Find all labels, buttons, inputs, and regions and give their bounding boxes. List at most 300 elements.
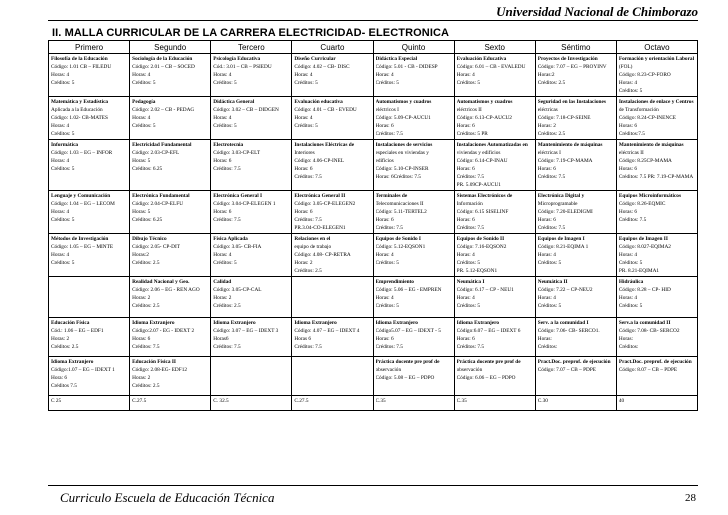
course-name: Lenguaje y Comunicación xyxy=(51,193,111,199)
course-cell xyxy=(373,97,454,140)
course-cell xyxy=(130,277,211,318)
course-name: Práctica docente pre prof de xyxy=(375,359,440,365)
course-cell xyxy=(211,357,292,396)
course-name: Idioma Extranjero xyxy=(213,320,256,326)
course-cell xyxy=(616,357,697,396)
course-detail: equipo de trabajo xyxy=(294,244,332,250)
course-detail: Horas: 6 xyxy=(456,336,475,342)
course-name: Neumática I xyxy=(456,279,485,285)
course-detail: Código: 8.26-EQMIC xyxy=(618,201,666,207)
column-header: Quinto xyxy=(373,41,454,54)
course-cell xyxy=(292,97,373,140)
course-name: Electrónica General II xyxy=(294,193,346,199)
course-name: Formación y orientación Laboral xyxy=(618,56,695,62)
course-detail: (FOL) xyxy=(618,64,633,70)
course-name: Evaluación Educativa xyxy=(456,56,507,62)
course-detail: Horas: 6 xyxy=(375,217,394,223)
course-cell xyxy=(292,396,373,411)
course-detail: Créditos: 2.5 xyxy=(537,80,566,86)
course-name: Psicología Educativa xyxy=(213,56,261,62)
course-detail: Código: 2.03-CP-EFL xyxy=(132,150,180,156)
course-cell xyxy=(535,191,616,234)
course-name: Filosofía de la Educación xyxy=(51,56,108,62)
course-detail: eléctricas xyxy=(537,107,558,113)
course-cell xyxy=(49,234,130,277)
course-detail: Horas: 4 xyxy=(213,72,232,78)
course-detail: Créditos: 6.25 xyxy=(132,166,163,172)
course-cell xyxy=(211,234,292,277)
course-detail: Horas: 4 xyxy=(213,252,232,258)
course-detail: Horas: xyxy=(537,336,552,342)
course-cell xyxy=(616,191,697,234)
course-detail: Horas: 6 xyxy=(456,123,475,129)
course-cell xyxy=(535,234,616,277)
course-detail: Horas: 4 xyxy=(618,295,637,301)
course-cell xyxy=(211,277,292,318)
course-cell xyxy=(454,54,535,97)
course-cell xyxy=(616,140,697,191)
course-detail: Horas: 4 xyxy=(294,72,313,78)
course-name: Equipos de Imagen I xyxy=(537,236,585,242)
course-cell xyxy=(373,318,454,357)
course-detail: Interiores xyxy=(294,150,315,156)
course-cell xyxy=(130,234,211,277)
course-detail: Horas: 6 xyxy=(537,166,556,172)
course-name: Neumática II xyxy=(537,279,568,285)
course-detail: Código: 3.05-CP-ELEGEN2 xyxy=(294,201,356,207)
course-detail: Código: 7.22 – CP-NEU2 xyxy=(537,287,593,293)
course-detail: Horas: 6 xyxy=(456,166,475,172)
course-detail: Créditos: 5 xyxy=(618,88,643,94)
course-cell xyxy=(373,191,454,234)
course-name: Instalaciones Eléctricas de xyxy=(294,142,355,148)
course-detail: Créditos: 5 xyxy=(51,80,75,86)
course-detail: Horas: 4 xyxy=(537,252,556,258)
course-cell xyxy=(49,97,130,140)
course-cell xyxy=(373,396,454,411)
course-detail: Código: 4.08- CP-RETRA xyxy=(294,252,351,258)
course-detail: Horas: 4 xyxy=(618,80,637,86)
course-detail: Código: 7.16-EQSON2 xyxy=(456,244,507,250)
course-detail: Horas: 6 xyxy=(456,217,475,223)
course-cell xyxy=(49,191,130,234)
course-cell xyxy=(49,54,130,97)
course-cell xyxy=(454,396,535,411)
course-detail: de Transformación xyxy=(618,107,659,113)
course-detail: Código: 1.02- CB-MATES xyxy=(51,115,108,121)
course-detail: Código: 7.20-ELEDIGMI xyxy=(537,209,593,215)
footer-text: Curriculo Escuela de Educación Técnica xyxy=(60,490,275,505)
table-row xyxy=(49,396,698,411)
course-detail: Código: 2.06 – EG - REN AGO xyxy=(132,287,200,293)
course-detail: Horas 6 xyxy=(294,336,311,342)
course-cell xyxy=(454,191,535,234)
course-name: Sistemas Electrónicos de xyxy=(456,193,513,199)
course-detail: Créditos: 5 xyxy=(456,260,481,266)
course-detail: Horas6 xyxy=(213,336,229,342)
course-detail: Créditos: 7.5 xyxy=(294,174,322,180)
course-detail: Créditos: 7.5 xyxy=(294,217,322,223)
course-name: Pract.Doc. preprof. de ejecución xyxy=(618,359,692,365)
course-detail: Créditos: 2.5 xyxy=(51,344,79,350)
university-name: Universidad Nacional de Chimborazo xyxy=(496,4,698,19)
table-row xyxy=(49,140,698,191)
course-detail: Horas: 4 xyxy=(456,252,475,258)
course-detail: Horas: 2 xyxy=(132,375,151,381)
course-name: Equipos Microinformáticos xyxy=(618,193,682,199)
course-detail: Créditos: 7.5 xyxy=(537,174,566,180)
course-cell xyxy=(211,396,292,411)
course-cell xyxy=(49,357,130,396)
course-cell xyxy=(373,234,454,277)
course-cell xyxy=(211,191,292,234)
course-detail: Créditos: 7.5 xyxy=(537,225,566,231)
course-detail: Código:2.07 - EG - IDEXT 2 xyxy=(132,328,195,334)
course-detail: Créditos: 6.25 xyxy=(132,217,163,223)
course-cell xyxy=(211,97,292,140)
table-row xyxy=(49,191,698,234)
course-detail: Créditos: 5 xyxy=(213,260,237,266)
course-name: Instalaciones de servicios xyxy=(375,142,433,148)
course-detail: Créditos: 7.5 xyxy=(213,217,241,223)
course-detail: Horas: 4 xyxy=(51,123,70,129)
course-detail: Horas: 2 xyxy=(132,295,151,301)
course-cell xyxy=(373,277,454,318)
course-detail: Código: 6.14-CP-INAU xyxy=(456,158,508,164)
course-detail: Horas: 4 xyxy=(294,115,313,121)
course-detail: Créditos: 2.5 xyxy=(213,303,241,309)
course-detail: Código: 6.15 SISELINF xyxy=(456,209,509,215)
course-detail: Horas: 6 xyxy=(375,336,394,342)
course-detail: Créditos: 5 xyxy=(456,80,481,86)
course-detail: PR. 8.21-EQIMA1 xyxy=(618,268,660,274)
course-name: Idioma Extranjero xyxy=(375,320,418,326)
course-cell xyxy=(292,140,373,191)
course-detail: Código: 5.11-TERTEL2 xyxy=(375,209,427,215)
column-header: Cuarto xyxy=(292,41,373,54)
course-detail: Créditos: 7.5 xyxy=(213,166,241,172)
course-detail: Créditos: 5 xyxy=(51,166,75,172)
course-detail: Créditos: 7.5 xyxy=(456,174,484,180)
course-detail: Código: 3.03-CP-ELT xyxy=(213,150,261,156)
course-detail: Créditos: 2.5 xyxy=(132,260,160,266)
course-detail: Código: 1.03 – EG – INFOR xyxy=(51,150,113,156)
course-name: Física Aplicada xyxy=(213,236,248,242)
course-detail: Créditos: 7.5 xyxy=(618,217,647,223)
course-detail: Código: 5.01 - CB - DIDESP xyxy=(375,64,438,70)
course-name: C.35 xyxy=(456,398,467,404)
course-cell xyxy=(454,357,535,396)
course-detail: Código: 8.24-CP-INENCE xyxy=(618,115,676,121)
course-detail: Horas: 2 xyxy=(537,123,556,129)
course-detail: Créditos: 7.5 xyxy=(456,344,484,350)
course-name: Emprendimiento xyxy=(375,279,414,285)
course-cell xyxy=(454,277,535,318)
course-name: Relaciones en el xyxy=(294,236,331,242)
course-detail: Horas: 4 xyxy=(456,295,475,301)
course-name: Práctica docente pre prof de xyxy=(456,359,521,365)
course-name: Realidad Nacional y Geo. xyxy=(132,279,190,285)
curriculum-table xyxy=(48,40,698,411)
course-detail: Código: 4.06-CP-INEL xyxy=(294,158,345,164)
course-detail: Código: 6.01 – CB - EVALEDU xyxy=(456,64,526,70)
table-row xyxy=(49,318,698,357)
course-name: Idioma Extranjero xyxy=(456,320,500,326)
header-rule xyxy=(48,20,698,21)
course-cell xyxy=(292,357,373,396)
course-detail: Créditos: 5 xyxy=(294,80,318,86)
course-name: C.30 xyxy=(537,398,548,404)
course-detail: eléctricas II xyxy=(618,150,644,156)
course-detail: Horas: 2 xyxy=(294,260,313,266)
course-detail: Código: 5.08 – EG – PDPO xyxy=(375,375,435,381)
course-detail: Horas: 4 xyxy=(51,158,70,164)
course-detail: Código: 7.19-CP-MAMA xyxy=(537,158,593,164)
course-detail: observación xyxy=(375,367,402,373)
course-detail: Créditos: 2.5 xyxy=(132,383,160,389)
course-detail: Código: 7.08- CB- SERCO2 xyxy=(618,328,680,334)
course-detail: Créditos: 5 xyxy=(456,303,481,309)
course-detail: Créditos: 5 xyxy=(375,303,399,309)
course-cell xyxy=(454,234,535,277)
course-detail: Créditos: 5 xyxy=(375,260,399,266)
column-header: Sexto xyxy=(454,41,535,54)
course-name: Didáctica Especial xyxy=(375,56,418,62)
course-cell xyxy=(535,318,616,357)
course-detail: Horas: 4 xyxy=(618,252,637,258)
course-cell xyxy=(535,357,616,396)
course-cell xyxy=(130,396,211,411)
course-name: Calidad xyxy=(213,279,232,285)
course-detail: Créditos: 5 xyxy=(213,80,237,86)
column-header: Octavo xyxy=(616,41,697,54)
course-detail: Código: 3.05-CP-CAL xyxy=(213,287,262,293)
course-detail: Microprogramable xyxy=(537,201,578,207)
course-name: Educación Física xyxy=(51,320,90,326)
column-header: Séntimo xyxy=(535,41,616,54)
course-detail: Créditos: xyxy=(537,344,558,350)
course-name: Electrotecnia xyxy=(213,142,244,148)
table-row xyxy=(49,54,698,97)
course-detail: Horas: 6 xyxy=(294,166,313,172)
course-name: Diseño Curricular xyxy=(294,56,336,62)
course-detail: Código: 2.04-CP-ELFU xyxy=(132,201,184,207)
course-detail: Créditos: 5 PR xyxy=(456,131,488,137)
course-cell xyxy=(535,277,616,318)
course-cell xyxy=(373,54,454,97)
course-name: Idioma Extranjero xyxy=(132,320,175,326)
course-detail: Código: 8.25CP-MAMA xyxy=(618,158,672,164)
course-name: Matemática y Estadística xyxy=(51,99,109,105)
course-detail: eléctricos II xyxy=(456,107,482,113)
course-name: Terminales de xyxy=(375,193,408,199)
course-cell xyxy=(616,97,697,140)
course-detail: Horas: 6 xyxy=(618,166,637,172)
course-name: Instalaciones de enlace y Centros xyxy=(618,99,694,105)
course-detail: Horas: 6 xyxy=(294,209,313,215)
course-detail: Horas: 4 xyxy=(375,72,394,78)
course-cell xyxy=(616,54,697,97)
column-header: Tercero xyxy=(211,41,292,54)
course-detail: Créditos: 2.5 xyxy=(537,131,566,137)
course-detail: Créditos: 5 xyxy=(132,80,156,86)
course-cell xyxy=(211,54,292,97)
course-detail: Créditos 7.5 xyxy=(51,383,77,389)
course-detail: Código: 4.01 – CB - EVEDU xyxy=(294,107,357,113)
course-name: Dibujo Técnico xyxy=(132,236,167,242)
course-cell xyxy=(49,140,130,191)
course-cell xyxy=(535,97,616,140)
course-name: Hidráulica xyxy=(618,279,644,285)
course-name: Electrónica Digital y xyxy=(537,193,585,199)
course-detail: Código: 7.07 – CB – PDPE xyxy=(537,367,597,373)
course-detail: Código: 8.21-EQIMA 1 xyxy=(537,244,589,250)
course-detail: Créditos: 5 xyxy=(51,260,75,266)
course-cell xyxy=(535,140,616,191)
course-detail: Código: 5.06 – EG - EMPREN xyxy=(375,287,442,293)
course-cell xyxy=(292,191,373,234)
course-detail: Hora: 6 xyxy=(51,375,68,381)
course-detail: Créditos: 5 xyxy=(537,260,562,266)
course-name: 40 xyxy=(618,398,625,404)
table-row xyxy=(49,357,698,396)
table-row xyxy=(49,234,698,277)
course-cell xyxy=(616,318,697,357)
course-detail: Horas: 6 xyxy=(537,217,556,223)
course-detail: Código:1.07 – EG – IDEXT 1 xyxy=(51,367,115,373)
course-detail: Créditos: 7.5 PR: 7.19-CP-MAMA xyxy=(618,174,694,180)
course-detail: Código: 4.07 – EG – IDEXT 4 xyxy=(294,328,360,334)
course-cell xyxy=(130,318,211,357)
course-cell xyxy=(373,357,454,396)
course-detail: Horas: 4 xyxy=(375,252,394,258)
course-name: Equipos de Sonido II xyxy=(456,236,505,242)
course-detail: Horas: 6 xyxy=(618,123,637,129)
course-detail: Código: 5.09-CP-AUCU1 xyxy=(375,115,431,121)
course-name: Electrónica General I xyxy=(213,193,263,199)
course-detail: Código: 2.01 – CB – SOCED xyxy=(132,64,195,70)
course-detail: Créditos: 7.5 xyxy=(213,344,241,350)
course-cell xyxy=(49,396,130,411)
course-detail: Código: 8.23-CP-FORO xyxy=(618,72,671,78)
course-detail: edificios xyxy=(375,158,394,164)
course-detail: Código: 8.28 – CP- HID xyxy=(618,287,671,293)
course-detail: Horas: 2 xyxy=(51,336,70,342)
course-name: Equipos de Sonido I xyxy=(375,236,421,242)
course-detail: Horas: 2 xyxy=(213,295,232,301)
course-detail: Código:6.07 – EG – IDEXT 6 xyxy=(456,328,521,334)
column-header: Primero xyxy=(49,41,130,54)
course-cell xyxy=(535,396,616,411)
course-name: Evaluación educativa xyxy=(294,99,343,105)
course-cell xyxy=(49,277,130,318)
course-detail: Horas: 4 xyxy=(132,72,151,78)
course-detail: Horas: 6 xyxy=(618,209,637,215)
table-row xyxy=(49,97,698,140)
course-detail: Código: 6.17 – CP - NEU1 xyxy=(456,287,514,293)
page-number: 28 xyxy=(685,492,696,504)
course-detail: Créditos: 5 xyxy=(618,303,643,309)
course-detail: Código: 2.08-EG- EDF12 xyxy=(132,367,188,373)
course-detail: Horas: 4 xyxy=(51,72,70,78)
course-detail: Horas:2 xyxy=(132,252,149,258)
course-detail: Horas: 5 xyxy=(132,158,151,164)
course-detail: PR. 5.12-EQSON1 xyxy=(456,268,498,274)
footer-rule xyxy=(48,485,698,486)
course-detail: Horas: 4 xyxy=(213,115,232,121)
course-detail: Créditos: 5 xyxy=(213,123,237,129)
course-detail: Telecomunicaciones II xyxy=(375,201,424,207)
course-cell xyxy=(130,140,211,191)
course-detail: Créditos: 5 xyxy=(132,123,156,129)
course-detail: Código: 8.07 – CB – PDPE xyxy=(618,367,678,373)
course-detail: Horas: 6 xyxy=(213,209,232,215)
course-detail: Horas: 4 xyxy=(456,72,475,78)
course-detail: Créditos: 7.5 xyxy=(375,225,403,231)
course-detail: Código: 2.05- CP-DIT xyxy=(132,244,180,250)
course-cell xyxy=(535,54,616,97)
course-detail: Horas:2 xyxy=(537,72,555,78)
course-detail: Créditos: 7.5 xyxy=(375,131,403,137)
course-detail: Código: 1.01 CB – FILEDU xyxy=(51,64,112,70)
course-detail: Código: 8.027-EQIMA2 xyxy=(618,244,671,250)
course-cell xyxy=(616,277,697,318)
course-detail: Código: 3.04-CP-ELEGEN 1 xyxy=(213,201,276,207)
course-detail: Créditos: 5 xyxy=(51,131,75,137)
course-name: C. 32.5 xyxy=(213,398,229,404)
course-name: Mantenimiento de máquinas xyxy=(537,142,603,148)
course-name: Métodos de Investigación xyxy=(51,236,109,242)
course-detail: Créditos: 7.5 xyxy=(375,344,403,350)
course-detail: Cód.: 3.01 – CB – PSIEDU xyxy=(213,64,272,70)
curriculum-body xyxy=(49,54,698,411)
course-detail: Código: 7.07 – EG – PROYINV xyxy=(537,64,607,70)
course-cell xyxy=(373,140,454,191)
course-detail: Código: 1.04 – EG – LECOM xyxy=(51,201,115,207)
course-name: Electrónica Fundamental xyxy=(132,193,190,199)
course-detail: Horas: 5 xyxy=(132,209,151,215)
course-cell xyxy=(130,54,211,97)
course-detail: Código: 7.18-CP-SEINE xyxy=(537,115,591,121)
page-title: II. MALLA CURRICULAR DE LA CARRERA ELECTRICIDAD- ELECTRONICA xyxy=(52,27,450,39)
course-detail: Créditos: 7.5 xyxy=(294,344,322,350)
course-detail: Horas: 4 xyxy=(132,115,151,121)
course-detail: Créditos: 2.5 xyxy=(294,268,322,274)
course-name: Automatismos y cuadros xyxy=(375,99,432,105)
course-name: Instalaciones Automatizadas en xyxy=(456,142,528,148)
course-cell xyxy=(616,234,697,277)
course-detail: Código: 4.02 – CB- DISC xyxy=(294,64,350,70)
course-detail: PR.3.04-CO-ELEGEN1 xyxy=(294,225,346,231)
course-detail: Horas: 6 xyxy=(375,123,394,129)
course-detail: Código5.07 – EG – IDEXT - 5 xyxy=(375,328,441,334)
course-cell xyxy=(211,140,292,191)
course-cell xyxy=(49,318,130,357)
course-name: Seguridad en las Instalaciones xyxy=(537,99,606,105)
course-cell xyxy=(292,54,373,97)
course-cell xyxy=(211,318,292,357)
course-detail: Créditos: 5 xyxy=(618,260,643,266)
course-name: C.27.5 xyxy=(132,398,147,404)
course-detail: Código: 3.05- CB-FIA xyxy=(213,244,262,250)
course-name: Serv.a la comunidad II xyxy=(618,320,671,326)
course-detail: eléctricos I xyxy=(375,107,399,113)
course-cell xyxy=(616,396,697,411)
course-detail: Créditos: 5 xyxy=(537,303,562,309)
course-detail: Código: 2.02 – CB - PEDAG xyxy=(132,107,195,113)
course-name: Electricidad Fundamental xyxy=(132,142,192,148)
course-name: Serv. a la comunidad I xyxy=(537,320,589,326)
